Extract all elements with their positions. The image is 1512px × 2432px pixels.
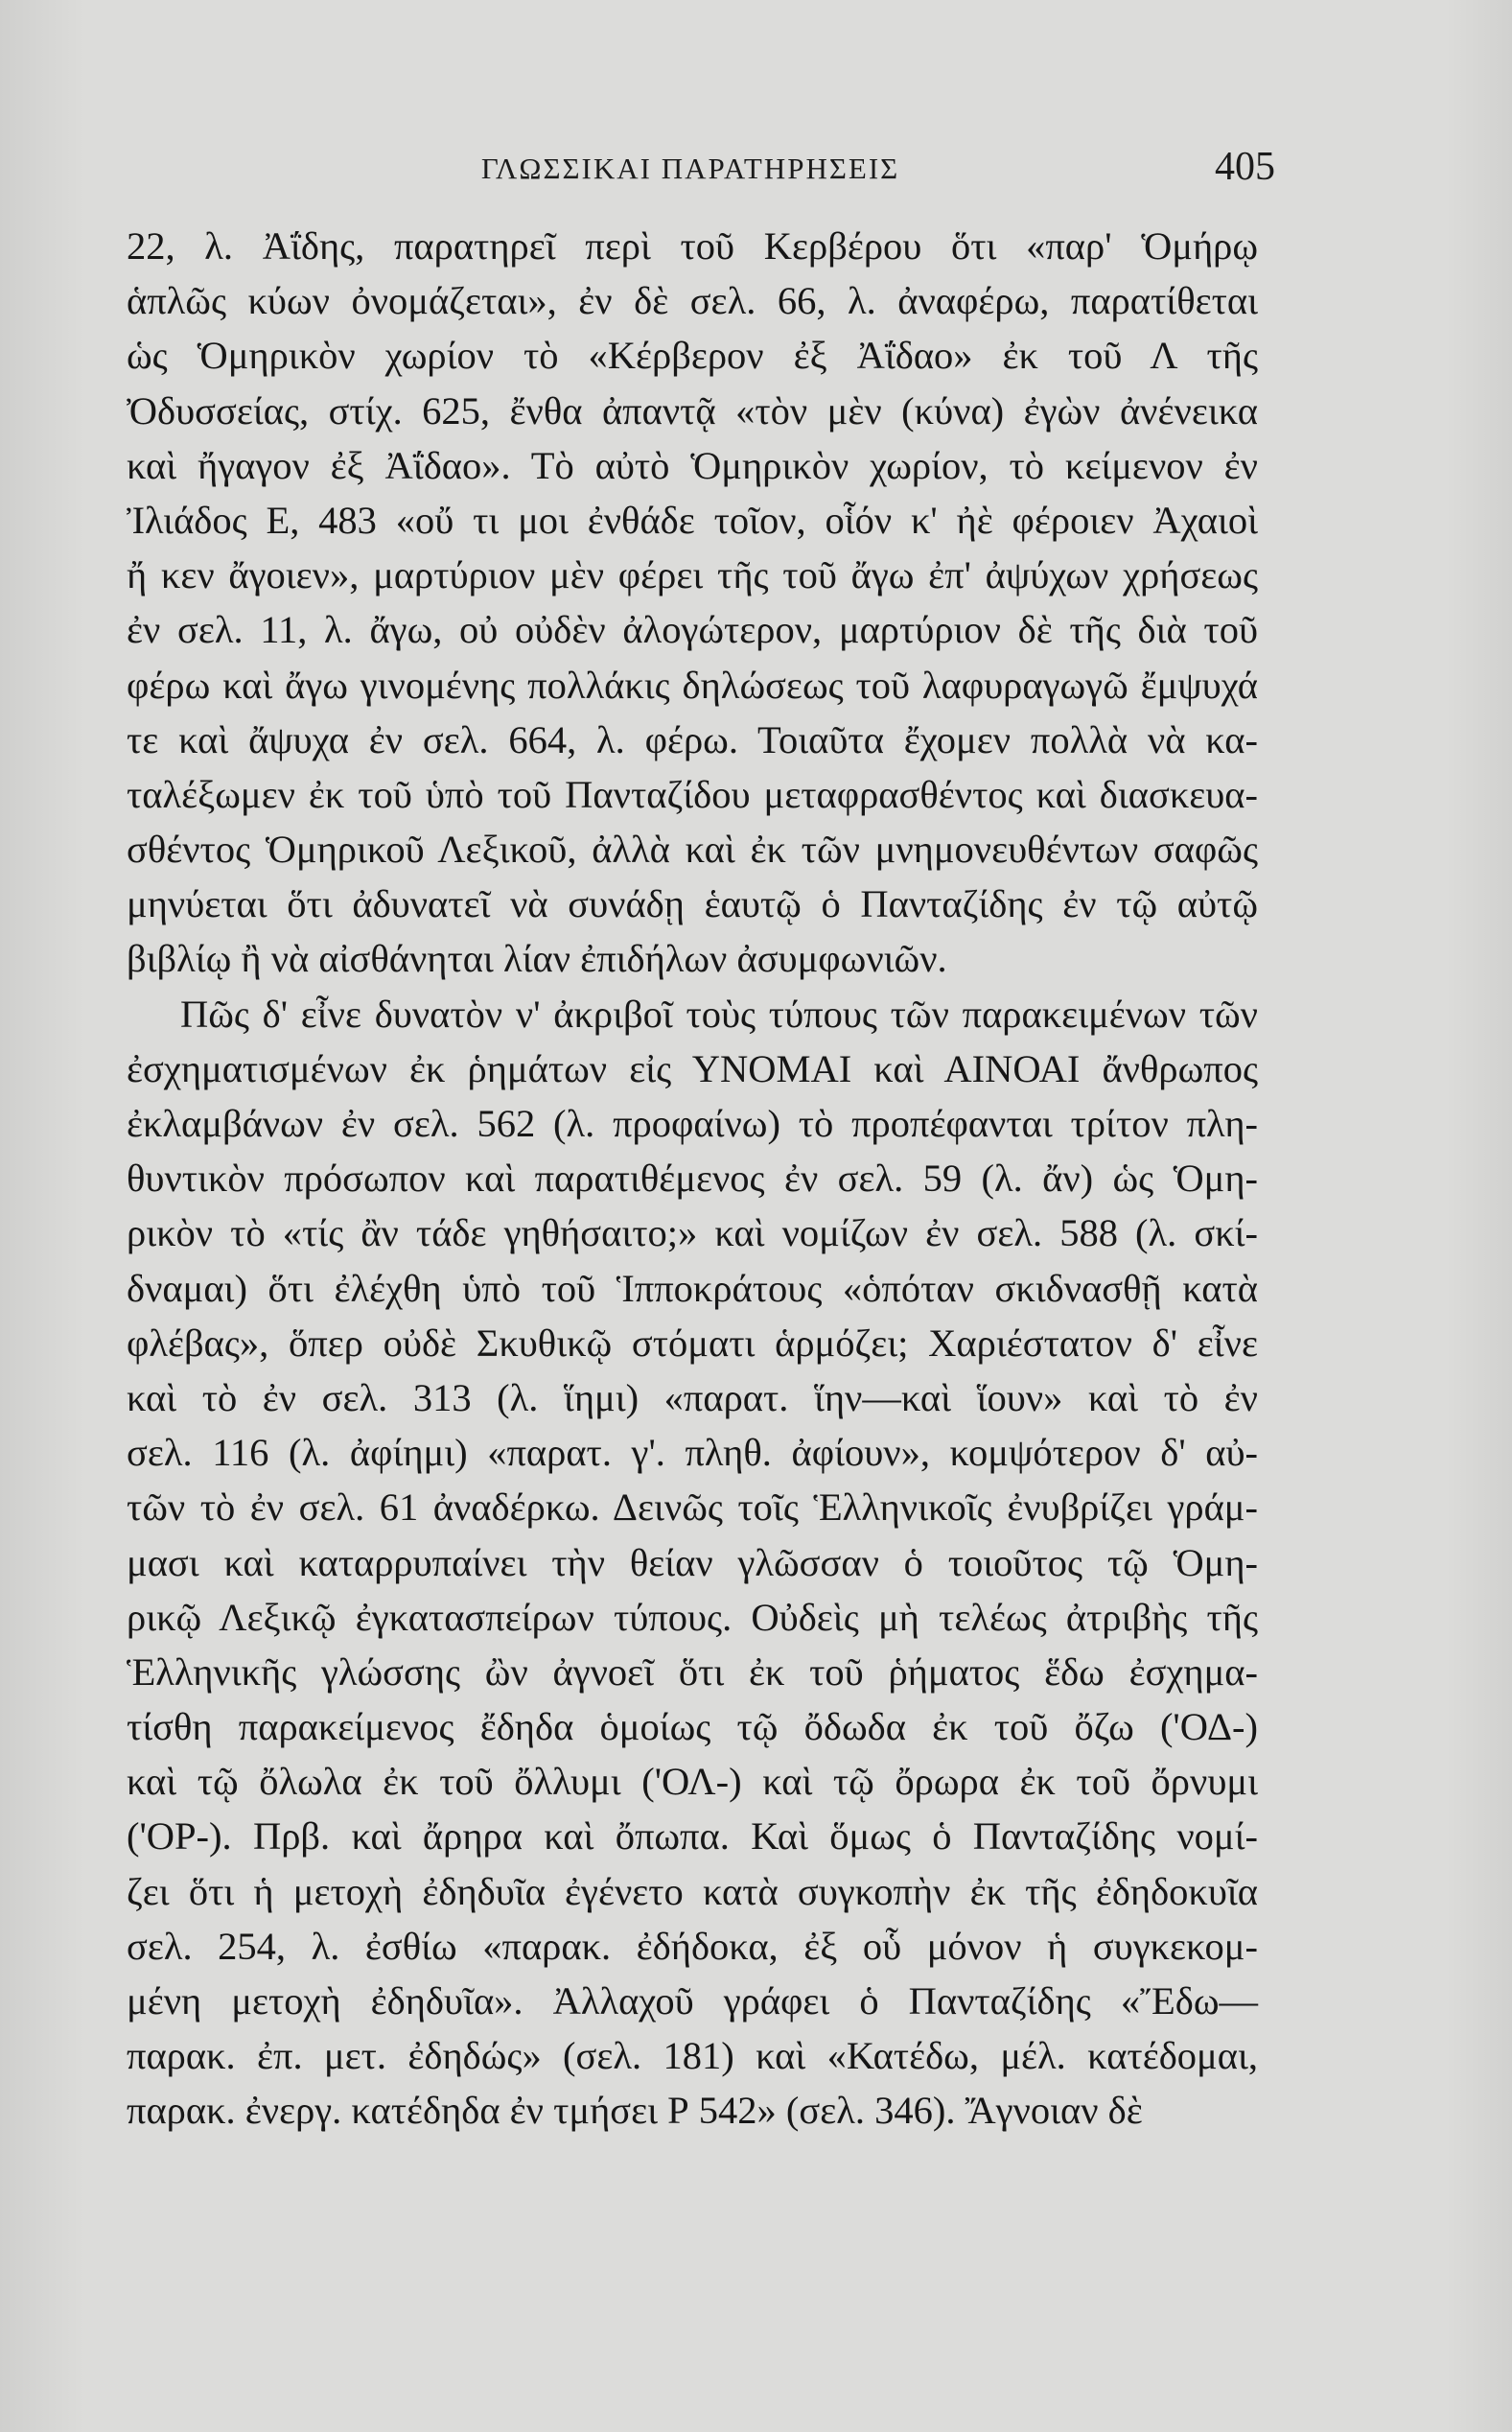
text-line: δναμαι) ὅτι ἐλέχθη ὑπὸ τοῦ Ἱπποκράτους «ὁπόταν σκιδνασθῇ κατὰ [127, 1266, 1258, 1310]
text-line: Ἰλιάδος Ε, 483 «οὔ τι μοι ἐνθάδε τοῖον, οἷόν κ' ἠὲ φέροιεν Ἀχαιοὶ [127, 498, 1258, 542]
text-line: καὶ τῷ ὄλωλα ἐκ τοῦ ὄλλυμι ('ΟΛ-) καὶ τῷ ὄρωρα ἐκ τοῦ ὄρνυμι [127, 1760, 1258, 1804]
text-line: 22, λ. Ἀΐδης, παρατηρεῖ περὶ τοῦ Κερβέρου ὅτι «παρ' Ὁμήρῳ [127, 224, 1258, 268]
text-line: μασι καὶ καταρρυπαίνει τὴν θείαν γλῶσσαν ὁ τοιοῦτος τῷ Ὁμη- [127, 1540, 1258, 1584]
running-title: ΓΛΩΣΣΙΚΑΙ ΠΑΡΑΤΗΡΗΣΕΙΣ [480, 152, 900, 185]
body-text [127, 219, 1258, 2139]
text-line: μένη μετοχὴ ἐδηδυῖα». Ἀλλαχοῦ γράφει ὁ Πανταζίδης «Ἔδω— [127, 1979, 1258, 2023]
text-line: σελ. 116 (λ. ἀφίημι) «παρατ. γ'. πληθ. ἀφίουν», κομψότερον δ' αὐ- [127, 1431, 1258, 1475]
text-line: τῶν τὸ ἐν σελ. 61 ἀναδέρκω. Δεινῶς τοῖς Ἑλληνικοῖς ἐνυβρίζει γράμ- [127, 1485, 1258, 1530]
text-line: φλέβας», ὅπερ οὐδὲ Σκυθικῷ στόματι ἁρμόζει; Χαριέστατον δ' εἶνε [127, 1321, 1258, 1365]
text-line: ταλέξωμεν ἐκ τοῦ ὑπὸ τοῦ Πανταζίδου μεταφρασθέντος καὶ διασκευα- [127, 772, 1258, 816]
text-line: φέρω καὶ ἄγω γινομένης πολλάκις δηλώσεως τοῦ λαφυραγωγῶ ἔμψυχά [127, 663, 1258, 707]
page-header [125, 144, 1275, 201]
text-line: ζει ὅτι ἡ μετοχὴ ἐδηδυῖα ἐγένετο κατὰ συγκοπὴν ἐκ τῆς ἐδηδοκυῖα [127, 1869, 1258, 1913]
text-line: μηνύεται ὅτι ἀδυνατεῖ νὰ συνάδῃ ἑαυτῷ ὁ Πανταζίδης ἐν τῷ αὐτῷ [127, 882, 1258, 926]
text-line: καὶ τὸ ἐν σελ. 313 (λ. ἵημι) «παρατ. ἵην—καὶ ἵουν» καὶ τὸ ἐν [127, 1375, 1258, 1419]
text-line: παρακ. ἐπ. μετ. ἐδηδώς» (σελ. 181) καὶ «Κατέδω, μέλ. κατέδομαι, [127, 2034, 1258, 2078]
text-line: βιβλίῳ ἢ νὰ αἰσθάνηται λίαν ἐπιδήλων ἀσυμφωνιῶν. [127, 937, 947, 981]
text-line: ἐσχηματισμένων ἐκ ῥημάτων εἰς ΥΝΟΜΑΙ καὶ ΑΙΝΟΑΙ ἄνθρωπος [127, 1046, 1258, 1090]
page-number: 405 [1215, 145, 1275, 189]
text-line: ἐν σελ. 11, λ. ἄγω, οὐ οὐδὲν ἀλογώτερον, μαρτύριον δὲ τῆς διὰ τοῦ [127, 608, 1258, 652]
text-line: ὡς Ὁμηρικὸν χωρίον τὸ «Κέρβερον ἐξ Ἀΐδαο» ἐκ τοῦ Λ τῆς [127, 334, 1258, 378]
text-line: σθέντος Ὁμηρικοῦ Λεξικοῦ, ἀλλὰ καὶ ἐκ τῶν μνημονευθέντων σαφῶς [127, 828, 1258, 872]
text-line: ρικὸν τὸ «τίς ἂν τάδε γηθήσαιτο;» καὶ νομίζων ἐν σελ. 588 (λ. σκί- [127, 1211, 1258, 1255]
text-line: Ἑλληνικῆς γλώσσης ὢν ἀγνοεῖ ὅτι ἐκ τοῦ ῥήματος ἕδω ἐσχημα- [127, 1649, 1258, 1694]
text-line: τε καὶ ἄψυχα ἐν σελ. 664, λ. φέρω. Τοιαῦτα ἔχομεν πολλὰ νὰ κα- [127, 717, 1258, 761]
text-line: ἐκλαμβάνων ἐν σελ. 562 (λ. προφαίνω) τὸ προπέφανται τρίτον πλη- [127, 1102, 1258, 1145]
text-line: καὶ ἤγαγον ἐξ Ἀΐδαο». Τὸ αὐτὸ Ὁμηρικὸν χωρίον, τὸ κείμενον ἐν [127, 443, 1258, 487]
text-line: θυντικὸν πρόσωπον καὶ παρατιθέμενος ἐν σελ. 59 (λ. ἄν) ὡς Ὁμη- [127, 1157, 1258, 1201]
text-line: Πῶς δ' εἶνε δυνατὸν ν' ἀκριβοῖ τοὺς τύπους τῶν παρακειμένων τῶν [180, 992, 1258, 1036]
text-line: ρικῷ Λεξικῷ ἐγκατασπείρων τύπους. Οὐδεὶς μὴ τελέως ἀτριβὴς τῆς [127, 1595, 1258, 1639]
text-line: ('ΟΡ-). Πρβ. καὶ ἄρηρα καὶ ὄπωπα. Καὶ ὅμως ὁ Πανταζίδης νομί- [127, 1814, 1258, 1859]
text-line: ἤ κεν ἄγοιεν», μαρτύριον μὲν φέρει τῆς τοῦ ἄγω ἐπ' ἀψύχων χρήσεως [127, 553, 1258, 597]
text-line: ἁπλῶς κύων ὀνομάζεται», ἐν δὲ σελ. 66, λ. ἀναφέρω, παρατίθεται [127, 279, 1258, 323]
text-line: παρακ. ἐνεργ. κατέδηδα ἐν τμήσει Ρ 542» (σελ. 346). Ἄγνοιαν δὲ [127, 2089, 1143, 2133]
text-line: τίσθη παρακείμενος ἔδηδα ὁμοίως τῷ ὄδωδα ἐκ τοῦ ὄζω ('ΟΔ-) [127, 1705, 1258, 1749]
text-line: Ὀδυσσείας, στίχ. 625, ἔνθα ἀπαντᾷ «τὸν μὲν (κύνα) ἐγὼν ἀνένεικα [127, 388, 1258, 433]
text-line: σελ. 254, λ. ἐσθίω «παρακ. ἐδήδοκα, ἐξ οὗ μόνον ἡ συγκεκομ- [127, 1924, 1258, 1968]
